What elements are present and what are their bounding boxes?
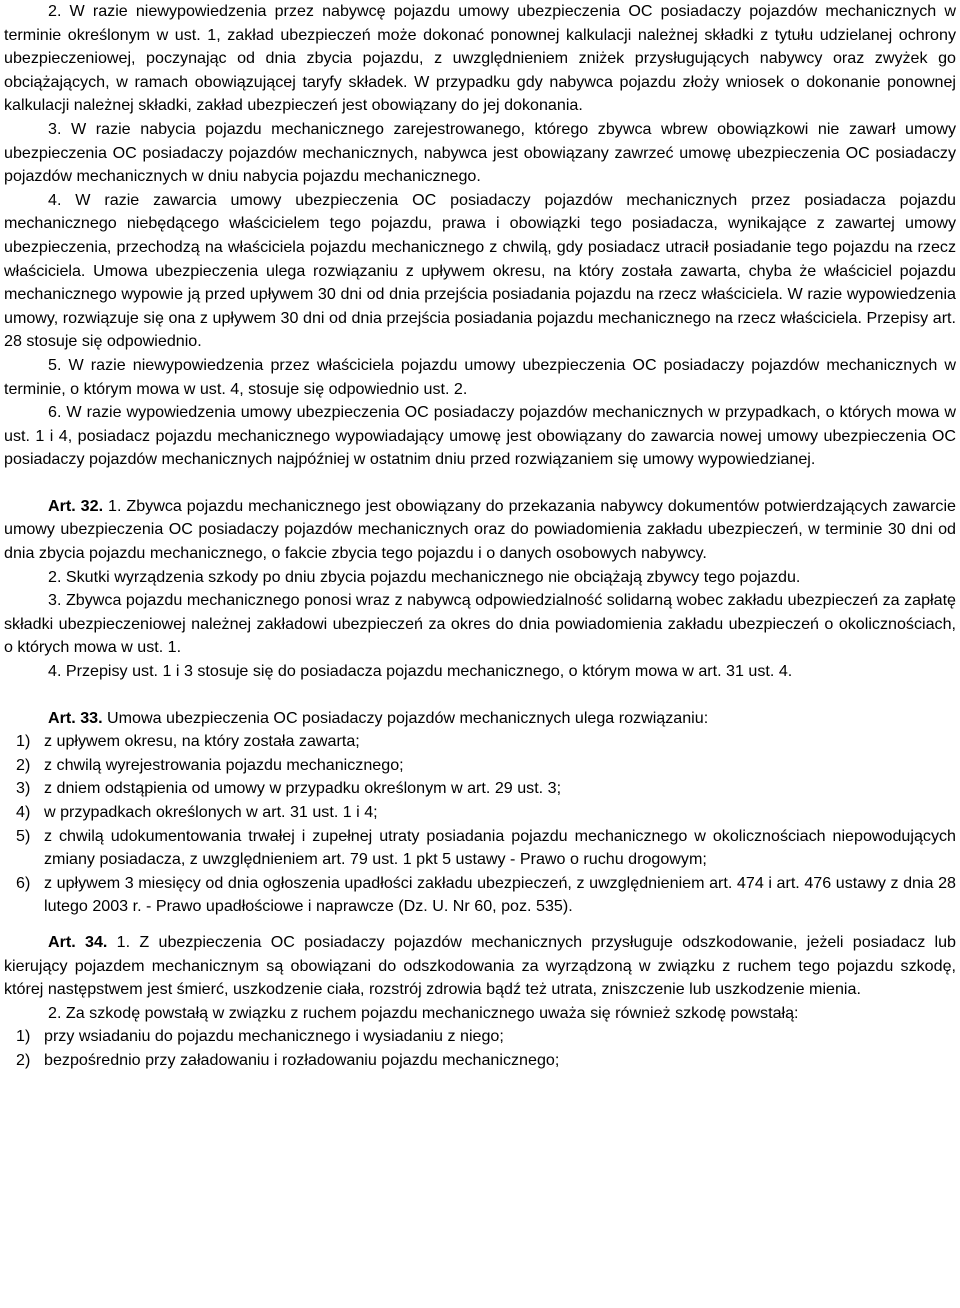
art-34-paragraph-1 — [4, 931, 956, 1002]
list-item — [4, 801, 956, 825]
list-item-text: w przypadkach określonych w art. 31 ust. 1 i 4; — [44, 803, 378, 821]
art-34-paragraph-2: 2. Za szkodę powstałą w związku z ruchem pojazdu mechanicznego uważa się również szkodę powstałą: — [48, 1003, 799, 1022]
list-item — [4, 730, 956, 754]
art-33-intro — [4, 707, 956, 731]
list-item — [4, 754, 956, 778]
spacer — [4, 919, 956, 931]
art-32-paragraph-1 — [4, 495, 956, 566]
art-33-label: Art. 33. — [48, 708, 103, 727]
list-item-number: 2) — [16, 755, 31, 774]
list-item-text: z chwilą udokumentowania trwałej i zupełnej utraty posiadania pojazdu mechanicznego w okolicznościach niepowodujących zmiany posiadacza, z uwzględnieniem art. 79 ust. 1 pkt 5 ustawy - Prawo o ruchu drogowym; — [44, 826, 956, 869]
list-item — [4, 872, 956, 919]
paragraph-ust-2: 2. W razie niewypowiedzenia przez nabywcę pojazdu umowy ubezpieczenia OC posiadaczy pojazdów mechanicznych w terminie określonym w ust. 1, zakład ubezpieczeń może dokonać ponownej kalkulacji należnej składki z tytułu udzielanej ochrony ubezpieczeniowej, poczynając od dnia zbycia pojazdu, z uwzględnieniem zniżek przysługujących nabywcy oraz zwyżek go obciążających, w ramach obowiązującej taryfy składek. W przypadku gdy nabywca pojazdu złoży wniosek o dokonanie ponownej kalkulacji należnej składki, zakład ubezpieczeń jest obowiązany do jej dokonania. — [4, 2, 956, 115]
art-32-label: Art. 32. — [48, 496, 104, 515]
art-32-paragraph-3: 3. Zbywca pojazdu mechanicznego ponosi wraz z nabywcą odpowiedzialność solidarną wobec zakładu ubezpieczeń za zapłatę składki ubezpieczeniowej należnej zakładowi ubezpieczeń za okres do dnia powiadomienia zakładu ubezpieczeń o okolicznościach, o których mowa w ust. 1. — [4, 591, 956, 657]
art-34-p1-text: 1. Z ubezpieczenia OC posiadaczy pojazdów mechanicznych przysługuje odszkodowanie, jeżeli posiadacz lub kierujący pojazdem mechanicznym są obowiązani do odszkodowania za wyrządzoną w związku z ruchem tego pojazdu szkodę, której następstwem jest śmierć, uszkodzenie ciała, rozstrój zdrowia bądź też utrata, zniszczenie lub uszkodzenie mienia. — [4, 932, 957, 999]
paragraph-ust-5: 5. W razie niewypowiedzenia przez właściciela pojazdu umowy ubezpieczenia OC posiadaczy pojazdów mechanicznych w terminie, o którym mowa w ust. 4, stosuje się odpowiednio ust. 2. — [4, 355, 956, 398]
art-32-p1-text: 1. Zbywca pojazdu mechanicznego jest obowiązany do przekazania nabywcy dokumentów potwierdzających zawarcie umowy ubezpieczenia OC posiadaczy pojazdów mechanicznych oraz do powiadomienia zakładu ubezpieczeń, w terminie 30 dni od dnia zbycia pojazdu mechanicznego, o fakcie zbycia tego pojazdu i o danych osobowych nabywcy. — [4, 496, 956, 563]
list-item-number: 5) — [16, 826, 31, 845]
paragraph-ust-6: 6. W razie wypowiedzenia umowy ubezpieczenia OC posiadaczy pojazdów mechanicznych w przypadkach, o których mowa w ust. 1 i 4, posiadacz pojazdu mechanicznego wypowiadający umowę jest obowiązany do zawarcia nowej umowy ubezpieczenia OC posiadaczy pojazdów mechanicznych najpóźniej w ostatnim dniu przed rozwiązaniem się umowy wypowiedzianej. — [4, 403, 956, 469]
list-item-text: bezpośrednio przy załadowaniu i rozładowaniu pojazdu mechanicznego; — [44, 1050, 560, 1069]
list-item-text: z upływem okresu, na który została zawarta; — [44, 732, 360, 751]
list-item-text: z upływem 3 miesięcy od dnia ogłoszenia upadłości zakładu ubezpieczeń, z uwzględnieniem art. 474 i art. 476 ustawy z dnia 28 lutego 2003 r. - Prawo upadłościowe i naprawcze (Dz. U. Nr 60, poz. 535). — [44, 873, 956, 916]
list-item-number: 4) — [16, 803, 31, 821]
list-item — [4, 777, 956, 801]
list-item-number: 1) — [16, 732, 31, 751]
art-32-paragraph-4: 4. Przepisy ust. 1 i 3 stosuje się do posiadacza pojazdu mechanicznego, o którym mowa w art. 31 ust. 4. — [48, 662, 793, 681]
document-page — [4, 0, 956, 1073]
art-33-intro-text: Umowa ubezpieczenia OC posiadaczy pojazdów mechanicznych ulega rozwiązaniu: — [102, 708, 709, 727]
list-item-number: 3) — [16, 779, 31, 798]
paragraph-ust-3: 3. W razie nabycia pojazdu mechanicznego zarejestrowanego, którego zbywca wbrew obowiązkowi nie zawarł umowy ubezpieczenia OC posiadaczy pojazdów mechanicznych, nabywca jest obowiązany zawrzeć umowę ubezpieczenia OC posiadaczy pojazdów mechanicznych w dniu nabycia pojazdu mechanicznego. — [4, 119, 956, 186]
list-item — [4, 1049, 956, 1073]
list-item-text: z chwilą wyrejestrowania pojazdu mechanicznego; — [44, 755, 404, 774]
paragraph-ust-4: 4. W razie zawarcia umowy ubezpieczenia OC posiadaczy pojazdów mechanicznych przez posiadacza pojazdu mechanicznego niebędącego właścicielem tego pojazdu, prawa i obowiązki tego posiadacza, wynikające z zawartej umowy ubezpieczenia, przechodzą na właściciela pojazdu mechanicznego z chwilą, gdy posiadacz utracił posiadanie tego pojazdu na rzecz właściciela. Umowa ubezpieczenia ulega rozwiązaniu z upływem okresu, na który została zawarta, chyba że właściciel pojazdu mechanicznego wypowie ją przed upływem 30 dni od dnia przejścia posiadania pojazdu na rzecz właściciela. W razie wypowiedzenia umowy, rozwiązuje się ona z upływem 30 dni od dnia przejścia posiadania pojazdu mechanicznego na rzecz właściciela. Przepisy art. 28 stosuje się odpowiednio. — [4, 190, 956, 351]
list-item-text: przy wsiadaniu do pojazdu mechanicznego i wysiadaniu z niego; — [44, 1027, 504, 1046]
list-item-number: 1) — [16, 1027, 31, 1046]
spacer — [4, 684, 956, 707]
art-32-paragraph-2: 2. Skutki wyrządzenia szkody po dniu zbycia pojazdu mechanicznego nie obciążają zbywcy tego pojazdu. — [48, 567, 801, 586]
spacer — [4, 472, 956, 495]
list-item-number: 6) — [16, 873, 31, 892]
list-item — [4, 825, 956, 872]
list-item-number: 2) — [16, 1050, 31, 1069]
art-34-label: Art. 34. — [48, 932, 108, 951]
art-33-list — [4, 730, 956, 919]
list-item — [4, 1025, 956, 1049]
list-item-text: z dniem odstąpienia od umowy w przypadku określonym w art. 29 ust. 3; — [44, 779, 562, 798]
art-34-list — [4, 1025, 956, 1072]
